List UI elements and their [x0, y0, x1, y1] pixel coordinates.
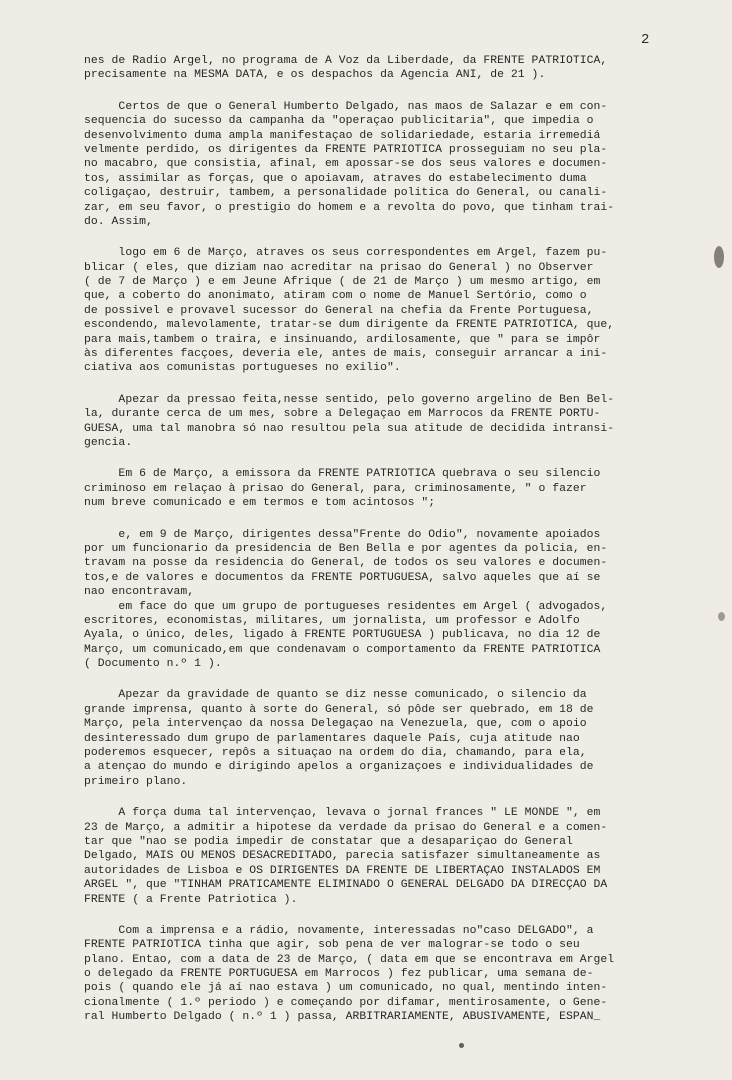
text-line: poderemos esquecer, repôs a situaçao na ordem do dia, chamando, para ela, [84, 747, 587, 760]
text-line: GUESA, uma tal manobra só nao resultou pela sua atitude de decidida intransi- [84, 422, 615, 435]
text-line: A força duma tal intervençao, levava o jornal frances " LE MONDE ", em [84, 807, 601, 820]
paragraph [84, 54, 694, 83]
text-line: ral Humberto Delgado ( n.º 1 ) passa, ARBITRARIAMENTE, ABUSIVAMENTE, ESPAN_ [84, 1011, 601, 1024]
text-line: do. Assim, [84, 215, 153, 228]
page-number: 2 [641, 32, 650, 48]
text-line: tos,e de valores e documentos da FRENTE PORTUGUESA, salvo aqueles que aí se [84, 571, 601, 584]
text-line: Apezar da gravidade de quanto se diz nesse comunicado, o silencio da [84, 689, 587, 702]
text-line: ciativa aos comunistas portugueses no exilio". [84, 362, 401, 375]
text-line: Em 6 de Março, a emissora da FRENTE PATRIOTICA quebrava o seu silencio [84, 468, 601, 481]
text-line: ( de 7 de Março ) e em Jeune Afrique ( de 21 de Março ) um mesmo artigo, em [84, 276, 601, 289]
paragraph [84, 806, 694, 907]
text-line: grande imprensa, quanto à sorte do General, só pôde ser quebrado, em 18 de [84, 703, 594, 716]
text-line: Março, pela intervençao da nossa Delegaçao na Venezuela, que, com o apoio [84, 718, 587, 731]
text-line: Ayala, o único, deles, ligado à FRENTE PORTUGUESA ) publicava, no dia 12 de [84, 629, 601, 642]
ink-blot [459, 1043, 464, 1048]
paragraph [84, 100, 694, 230]
text-line: velmente perdido, os dirigentes da FRENTE PATRIOTICA prosseguiam no seu pla- [84, 143, 608, 156]
text-line: primeiro plano. [84, 775, 188, 788]
paragraph [84, 246, 694, 376]
text-line: nes de Radio Argel, no programa de A Voz da Liberdade, da FRENTE PATRIOTICA, [84, 55, 608, 67]
text-line: coligaçao, destruir, tambem, a personalidade politica do General, ou canali- [84, 187, 608, 200]
text-line: escondendo, malevolamente, tratar-se dum dirigente da FRENTE PATRIOTICA, que, [84, 319, 615, 332]
text-line: zar, em seu favor, o prestigio do homem e a revolta do povo, que tinham trai- [84, 201, 615, 214]
text-line: escritores, economistas, militares, um jornalista, um professor e Adolfo [84, 614, 580, 627]
text-line: que, a coberto do anonimato, atiram com o nome de Manuel Sertório, como o [84, 290, 587, 303]
text-line: Delgado, MAIS OU MENOS DESACREDITADO, parecia satisfazer simultaneamente as [84, 850, 601, 863]
text-line: Com a imprensa e a rádio, novamente, interessadas no"caso DELGADO", a [84, 924, 594, 937]
text-line: ARGEL ", que "TINHAM PRATICAMENTE ELIMINADO O GENERAL DELGADO DA DIRECÇAO DA [84, 879, 608, 892]
text-line: às diferentes facçoes, deveria ele, antes de mais, conseguir arrancar a ini- [84, 348, 608, 361]
text-line: sequencia do sucesso da campanha da "operaçao publicitaria", que impedia o [84, 115, 594, 128]
text-line: ( Documento n.º 1 ). [84, 658, 222, 671]
text-line: e, em 9 de Março, dirigentes dessa"Frente do Odio", novamente apoiados [84, 528, 601, 541]
text-line: logo em 6 de Março, atraves os seus correspondentes em Argel, fazem pu- [84, 247, 608, 260]
text-line: nao encontravam, [84, 586, 195, 599]
text-line: cionalmente ( 1.º periodo ) e começando por difamar, mentirosamente, o Gene- [84, 996, 608, 1009]
text-line: autoridades de Lisboa e OS DIRIGENTES DA FRENTE DE LIBERTAÇAO INSTALADOS EM [84, 864, 601, 877]
text-line: Certos de que o General Humberto Delgado, nas maos de Salazar e em con- [84, 100, 608, 113]
paragraph [84, 688, 694, 789]
paragraph [84, 924, 694, 1025]
text-line: para mais,tambem o traira, e insinuando, ardilosamente, que " para se impôr [84, 333, 601, 346]
text-line: Março, um comunicado,em que condenavam o comportamento da FRENTE PATRIOTICA [84, 643, 601, 656]
text-line: FRENTE ( a Frente Patriotica ). [84, 893, 298, 906]
text-line: a atençao do mundo e dirigindo apelos a organizaçoes e individualidades de [84, 761, 594, 774]
text-line: o delegado da FRENTE PORTUGUESA em Marrocos ) fez publicar, uma semana de- [84, 968, 594, 981]
ink-blot [718, 612, 725, 621]
text-line: criminoso em relaçao à prisao do General, para, criminosamente, " o fazer [84, 482, 587, 495]
text-line: la, durante cerca de um mes, sobre a Delegaçao em Marrocos da FRENTE PORTU- [84, 408, 601, 421]
ink-blot [714, 246, 724, 268]
paragraph [84, 467, 694, 510]
paragraph [84, 393, 694, 451]
text-line: plano. Entao, com a data de 23 de Março, ( data em que se encontrava em Argel [84, 953, 615, 966]
text-line: por um funcionario da presidencia de Ben Bella e por agentes da policia, en- [84, 542, 608, 555]
text-line: travam na posse da residencia do General, de todos os seu valores e documen- [84, 557, 608, 570]
text-line: desinteressado dum grupo de parlamentares daquele País, cuja atitude nao [84, 732, 580, 745]
text-line: FRENTE PATRIOTICA tinha que agir, sob pena de ver malograr-se todo o seu [84, 939, 580, 952]
text-line: gencia. [84, 436, 133, 449]
document-body [84, 54, 694, 1042]
text-line: em face do que um grupo de portugueses residentes em Argel ( advogados, [84, 600, 608, 613]
text-line: 23 de Março, a admitir a hipotese da verdade da prisao do General e a comen- [84, 821, 608, 834]
text-line: de possivel e provavel sucessor do General na chefia da Frente Portuguesa, [84, 304, 594, 317]
text-line: num breve comunicado e em termos e tom acintosos "; [84, 497, 436, 510]
text-line: Apezar da pressao feita,nesse sentido, pelo governo argelino de Ben Bel- [84, 393, 615, 406]
text-line: pois ( quando ele já aí nao estava ) um comunicado, no qual, mentindo inten- [84, 982, 608, 995]
text-line: desenvolvimento duma ampla manifestaçao de solidariedade, estaria irremediá [84, 129, 601, 142]
paragraph [84, 528, 694, 672]
text-line: tos, assimilar as forças, que o apoiavam, atraves do estabelecimento duma [84, 172, 587, 185]
text-line: blicar ( eles, que diziam nao acreditar na prisao do General ) no Observer [84, 261, 594, 274]
text-line: tar que "nao se podia impedir de constatar que a desapariçao do General [84, 835, 573, 848]
text-line: no macabro, que consistia, afinal, em apossar-se dos seus valores e documen- [84, 158, 608, 171]
text-line: precisamente na MESMA DATA, e os despachos da Agencia ANI, de 21 ). [84, 69, 546, 82]
